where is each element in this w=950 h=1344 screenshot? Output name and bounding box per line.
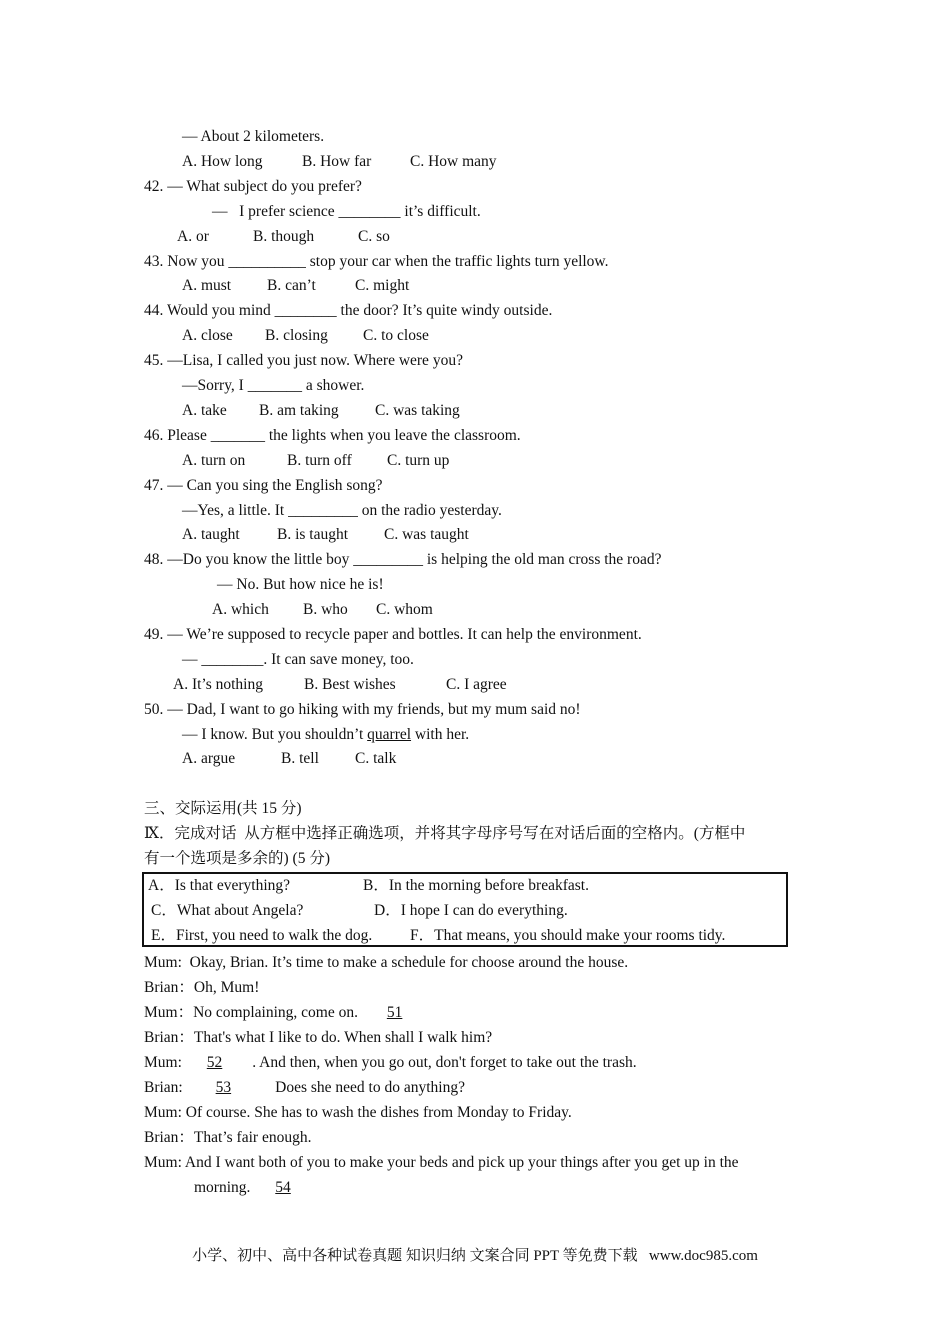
q43-option-b: B. can’t [267,277,316,294]
q42-option-b: B. though [253,228,315,245]
q45-option-a: A. take [182,402,227,419]
dialog-line-6 [144,1078,465,1098]
section-instruction-line2: 有一个选项是多余的) (5 分) [144,850,330,867]
q48-reply: — No. But how nice he is! [217,576,384,593]
page-footer: 小学、初中、高中各种试卷真题 知识归纳 文案合同 PPT 等免费下载 www.doc985.com [192,1248,758,1264]
q43-option-a: A. must [182,277,232,294]
q45-option-c: C. was taking [375,402,460,419]
q42-reply: — I prefer science ________ it’s difficult. [212,203,481,220]
q50-option-b: B. tell [281,750,319,767]
q41-option-c: C. How many [410,153,497,170]
dialog-line-1: Mum: Okay, Brian. It’s time to make a schedule for choose around the house. [144,954,629,971]
q44-option-b: B. closing [265,327,328,344]
q50-reply [182,725,469,745]
q45-stem: 45. —Lisa, I called you just now. Where were you? [144,352,463,369]
box-option-b: B．In the morning before breakfast. [363,877,589,894]
q49-option-c: C. I agree [446,676,507,693]
dialog-line-5-text: . And then, when you go out, don't forget to take out the trash. [252,1054,637,1071]
q41-option-a: A. How long [182,153,263,170]
q47-option-c: C. was taught [384,526,469,543]
box-option-a: A．Is that everything? [148,877,291,894]
q50-underlined-word: quarrel [367,726,412,743]
dialog-line-4: Brian：That's what I like to do. When shall I walk him? [144,1029,493,1046]
q44-option-c: C. to close [363,327,429,344]
q50-reply-pre: — I know. But you shouldn’t [182,726,368,743]
q42-stem: 42. — What subject do you prefer? [144,178,362,195]
q47-option-b: B. is taught [277,526,349,543]
box-option-d: D．I hope I can do everything. [374,902,568,919]
q47-option-a: A. taught [182,526,240,543]
q49-stem: 49. — We’re supposed to recycle paper and bottles. It can help the environment. [144,626,642,643]
q48-option-c: C. whom [376,601,433,618]
box-option-e: E．First, you need to walk the dog. [151,927,373,944]
dialog-line-10-text: morning. [194,1179,255,1196]
blank-52-number: 52 [206,1054,223,1071]
q44-option-a: A. close [182,327,233,344]
dialog-line-5-speaker: Mum: [144,1054,186,1071]
q46-stem: 46. Please _______ the lights when you leave the classroom. [144,427,521,444]
q44-stem: 44. Would you mind ________ the door? It’s quite windy outside. [144,302,553,319]
dialog-line-6-text: Does she need to do anything? [275,1079,465,1096]
dialog-line-2: Brian：Oh, Mum! [144,979,260,996]
section-instruction-line1: Ⅸ．完成对话 从方框中选择正确选项，并将其字母序号写在对话后面的空格内。(方框中 [144,825,746,842]
blank-51-number: 51 [386,1004,403,1021]
dialog-line-10 [194,1178,291,1198]
q43-option-c: C. might [355,277,410,294]
q47-reply: —Yes, a little. It _________ on the radio yesterday. [182,502,502,519]
q41-answer: — About 2 kilometers. [182,128,325,145]
dialog-line-6-speaker: Brian: [144,1079,187,1096]
q49-option-a: A. It’s nothing [173,676,263,693]
q46-option-c: C. turn up [387,452,450,469]
blank-53 [187,1079,254,1096]
q43-stem: 43. Now you __________ stop your car when the traffic lights turn yellow. [144,253,609,270]
q50-option-a: A. argue [182,750,236,767]
section-heading: 三、交际运用(共 15 分) [144,800,302,817]
dialog-line-3 [144,1003,402,1023]
dialog-line-8: Brian：That’s fair enough. [144,1129,312,1146]
blank-53-number: 53 [215,1079,232,1096]
q42-option-c: C. so [358,228,390,245]
q50-option-c: C. talk [355,750,397,767]
q50-stem: 50. — Dad, I want to go hiking with my friends, but my mum said no! [144,701,581,718]
q48-option-b: B. who [303,601,348,618]
q46-option-b: B. turn off [287,452,352,469]
q46-option-a: A. turn on [182,452,246,469]
q45-reply: —Sorry, I _______ a shower. [182,377,365,394]
q50-reply-post: with her. [411,726,470,743]
dialog-line-3-text: Mum：No complaining, come on. [144,1004,362,1021]
dialog-line-9: Mum: And I want both of you to make your beds and pick up your things after you get up in the [144,1154,739,1171]
q41-option-b: B. How far [302,153,372,170]
dialog-line-5 [144,1053,637,1073]
blank-52 [186,1054,253,1071]
box-option-c: C．What about Angela? [151,902,304,919]
q45-option-b: B. am taking [259,402,339,419]
q42-option-a: A. or [177,228,209,245]
box-option-f: F．That means, you should make your rooms tidy. [410,927,726,944]
q47-stem: 47. — Can you sing the English song? [144,477,383,494]
blank-54-number: 54 [275,1179,291,1196]
blank-54 [254,1179,291,1196]
q49-option-b: B. Best wishes [304,676,396,693]
q49-reply: — ________. It can save money, too. [182,651,414,668]
dialog-line-7: Mum: Of course. She has to wash the dishes from Monday to Friday. [144,1104,572,1121]
q48-option-a: A. which [212,601,269,618]
q48-stem: 48. —Do you know the little boy _________ is helping the old man cross the road? [144,551,662,568]
blank-51 [362,1004,403,1021]
